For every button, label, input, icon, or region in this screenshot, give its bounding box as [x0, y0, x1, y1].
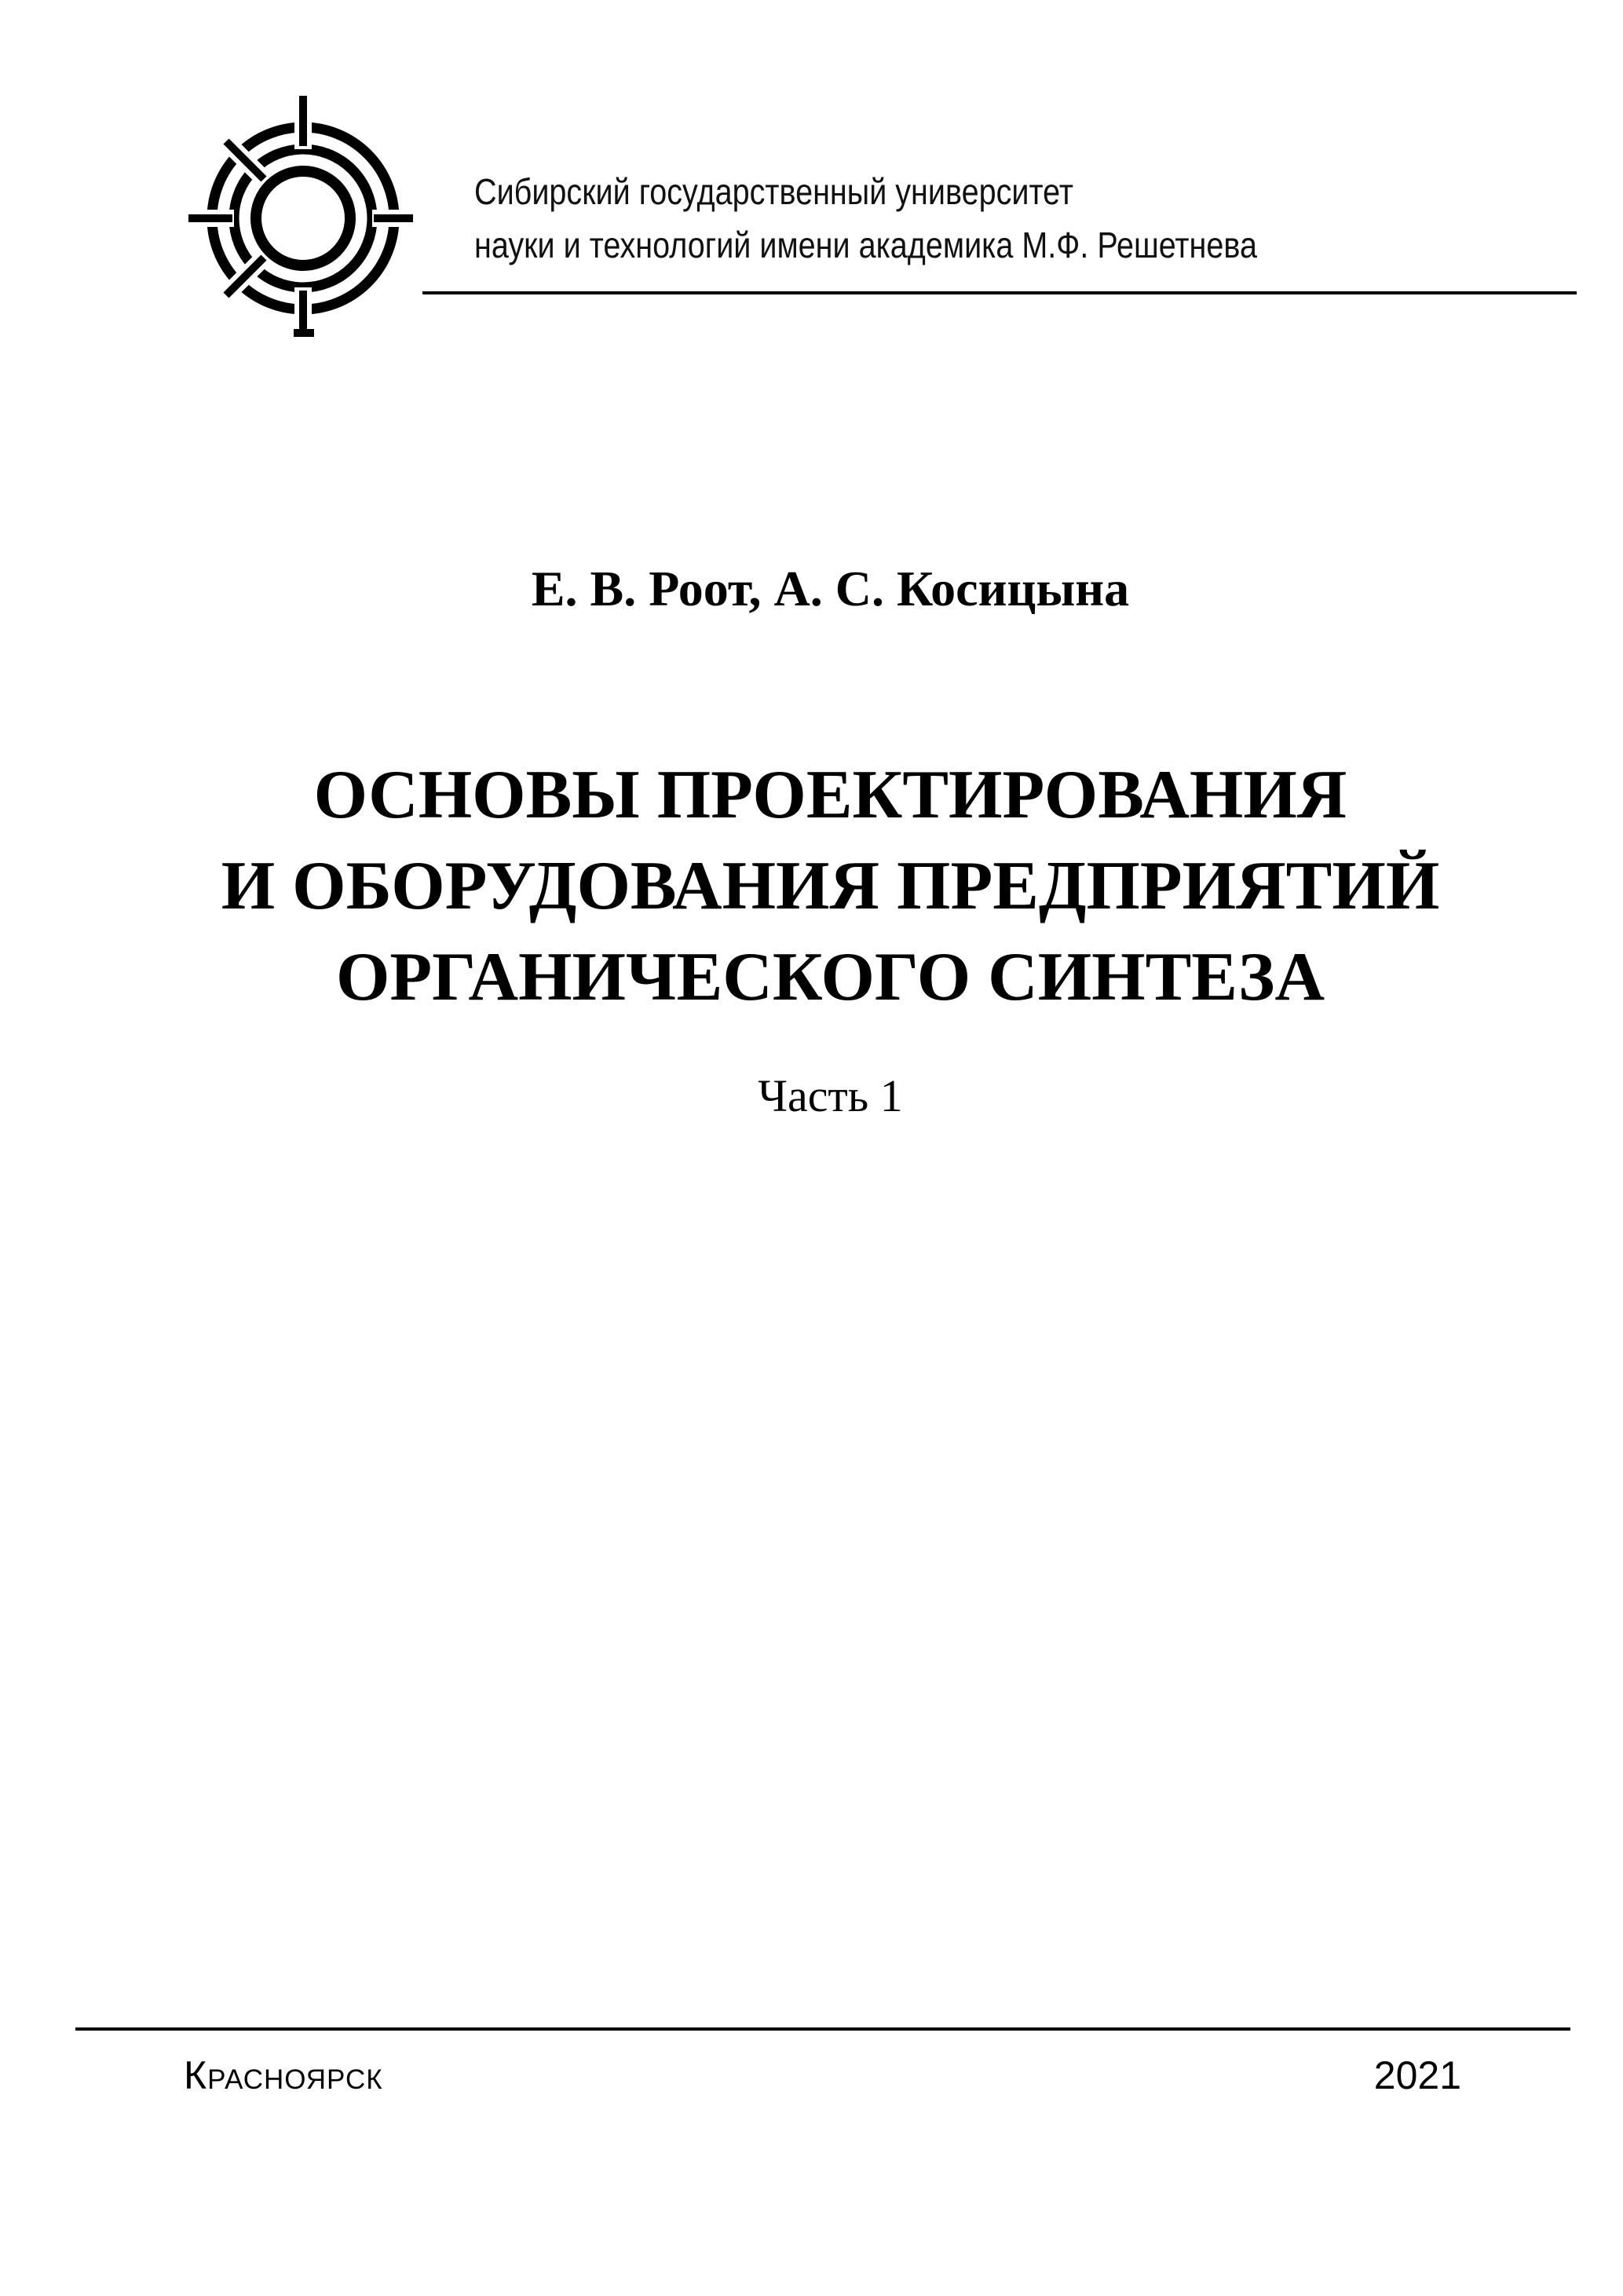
- publication-city: Красноярск: [184, 2053, 383, 2097]
- book-title: [0, 750, 1623, 1023]
- header-divider: [422, 291, 1577, 294]
- university-name: [474, 165, 1257, 272]
- authors: Е. В. Роот, А. С. Косицына: [531, 561, 1130, 616]
- book-title-line: ОСНОВЫ ПРОЕКТИРОВАНИЯ: [313, 757, 1347, 833]
- publication-year: 2021: [1373, 2053, 1461, 2097]
- book-title-line: И ОБОРУДОВАНИЯ ПРЕДПРИЯТИЙ: [221, 848, 1440, 924]
- university-name-line2: науки и технологий имени академика М.Ф. Решетнева: [474, 225, 1257, 265]
- part-label: Часть 1: [758, 1070, 903, 1121]
- university-name-line1: Сибирский государственный университет: [474, 171, 1073, 212]
- book-title-line: ОРГАНИЧЕСКОГО СИНТЕЗА: [335, 939, 1325, 1015]
- footer-divider: [75, 2027, 1570, 2031]
- university-emblem-icon: [185, 94, 413, 338]
